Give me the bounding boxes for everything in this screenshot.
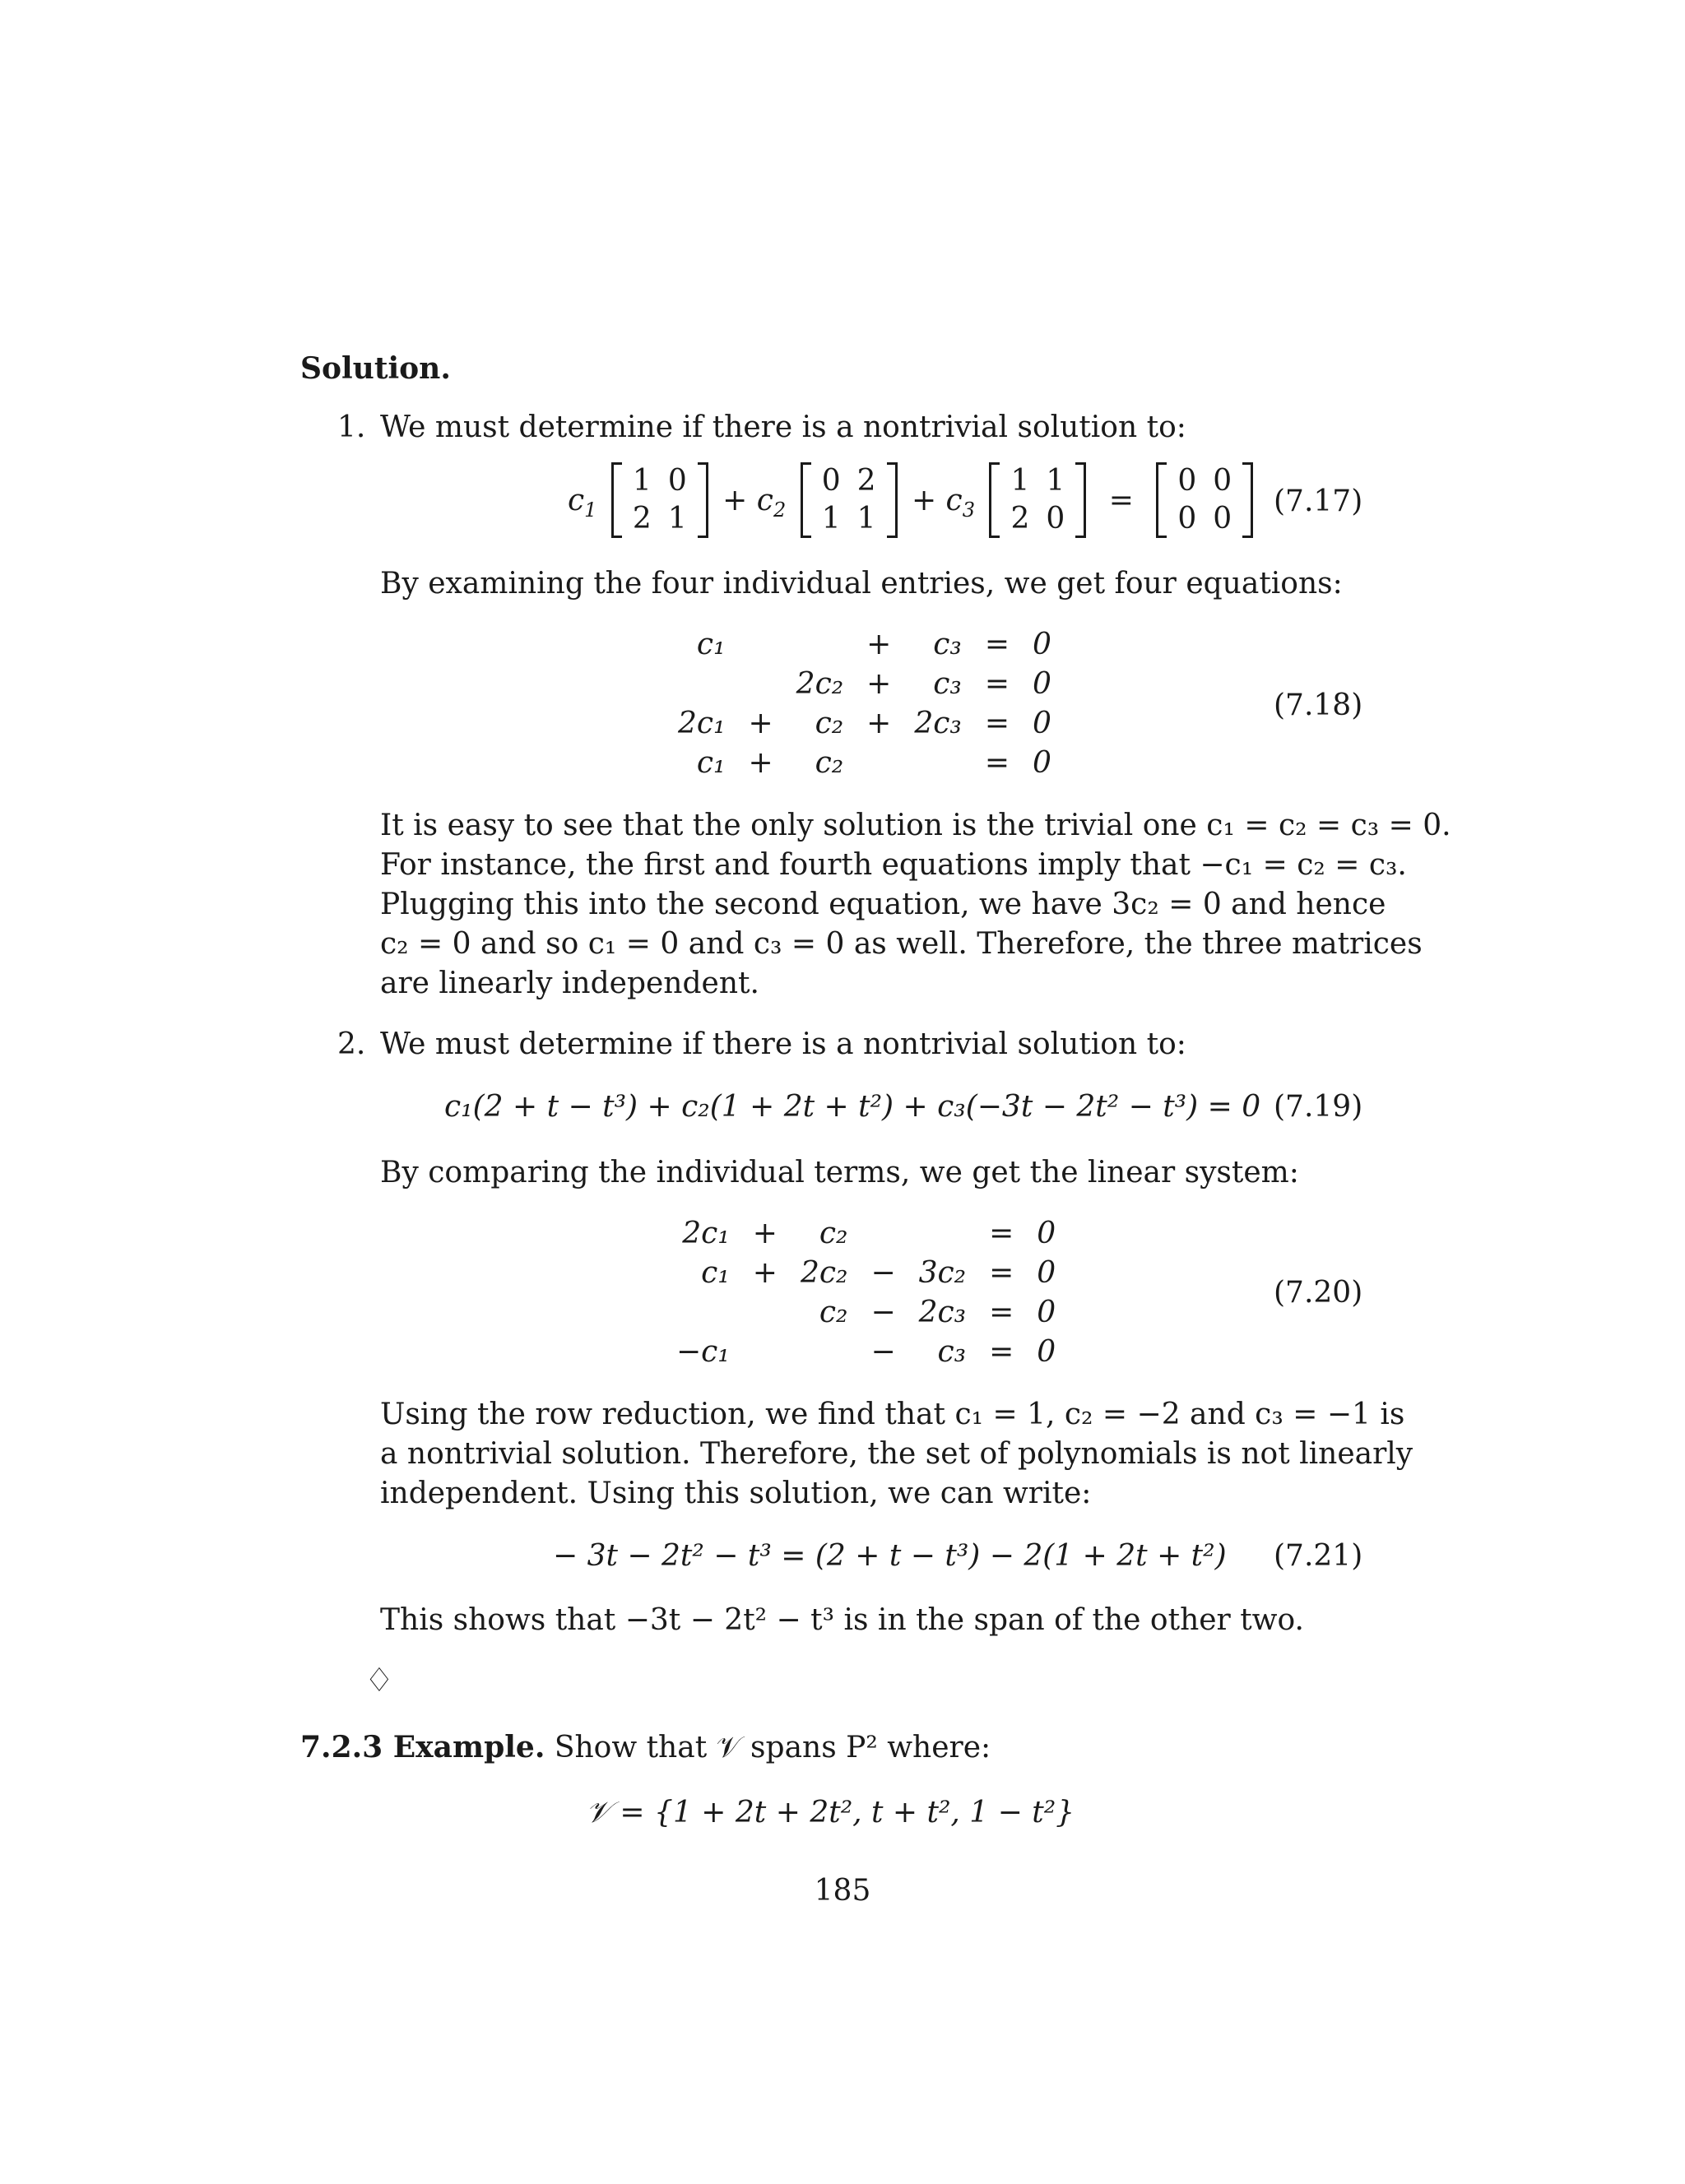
item2-comparing: By comparing the individual terms, we get the linear system: [380,1156,1299,1189]
item1-paragraph [380,806,1451,1004]
equation-number-7-19: (7.19) [1274,1090,1363,1124]
system-row: c₁ + 2c₂ − 3c₂ = 0 [701,1256,1056,1290]
equation-number-7-20: (7.20) [1274,1276,1363,1310]
equation-7-17 [568,462,1258,538]
paragraph-line: c₂ = 0 and so c₁ = 0 and c₃ = 0 as well. Therefore, the three matrices [380,927,1423,961]
equation-number-7-17: (7.17) [1274,485,1363,518]
item2-number: 2. [337,1027,366,1061]
item1-intro: We must determine if there is a nontrivial solution to: [380,410,1186,444]
equation-7-19: c₁(2 + t − t³) + c₂(1 + 2t + t²) + c₃(−3t − 2t² − t³) = 0 [444,1090,1261,1124]
system-7-20 [665,1214,1067,1372]
system-row: c₂ − 2c₃ = 0 [819,1296,1056,1329]
system-7-18 [666,625,1063,783]
system-row: c₁ + c₃ = 0 [696,628,1051,661]
paragraph-line: Using the row reduction, we find that c₁ = 1, c₂ = −2 and c₃ = −1 is [380,1398,1405,1431]
system-row: −c₁ − c₃ = 0 [676,1335,1056,1369]
eq717-c1: $c_1$ [568,483,597,522]
matrix-zero: 0 0 0 0 [1156,462,1253,538]
paragraph-line: It is easy to see that the only solution is the trivial one c₁ = c₂ = c₃ = 0. [380,809,1451,842]
paragraph-line: Plugging this into the second equation, we have 3c₂ = 0 and hence [380,888,1386,921]
equation-number-7-18: (7.18) [1274,689,1363,722]
equation-number-7-21: (7.21) [1274,1539,1363,1573]
eq717-equals: = [1108,483,1134,517]
item1-examining: By examining the four individual entries, we get four equations: [380,567,1343,600]
paragraph-line: are linearly independent. [380,967,759,1000]
system-row: c₁ + c₂ = 0 [696,746,1051,780]
matrix-a: 1 0 2 1 [611,462,708,538]
paragraph-line: For instance, the first and fourth equations imply that −c₁ = c₂ = c₃. [380,848,1407,882]
paragraph-line: a nontrivial solution. Therefore, the set of polynomials is not linearly [380,1437,1413,1471]
eq717-c2: + $c_2$ [722,483,787,522]
page-number: 185 [814,1874,871,1908]
example-line [300,1727,991,1768]
paragraph-line: independent. Using this solution, we can write: [380,1477,1092,1510]
equation-7-21: − 3t − 2t² − t³ = (2 + t − t³) − 2(1 + 2t + t²) [553,1539,1227,1573]
matrix-b: 0 2 1 1 [801,462,898,538]
item2-intro: We must determine if there is a nontrivial solution to: [380,1027,1186,1061]
matrix-c: 1 1 2 0 [989,462,1086,538]
item1-number: 1. [337,410,366,444]
system-row: 2c₁ + c₂ + 2c₃ = 0 [678,707,1051,740]
example-set-equation: 𝒱 = {1 + 2t + 2t², t + t², 1 − t²} [586,1796,1075,1829]
eq717-c3: + $c_3$ [911,483,976,522]
solution-heading: Solution. [300,351,451,386]
item2-paragraph [380,1395,1413,1514]
system-row: 2c₁ + c₂ = 0 [682,1217,1056,1250]
item2-conclusion: This shows that −3t − 2t² − t³ is in the span of the other two. [380,1603,1304,1637]
end-of-solution-mark: ♢ [364,1662,394,1699]
system-row: 2c₂ + c₃ = 0 [796,667,1051,701]
example-text: Show that 𝒱 spans P² where: [554,1731,991,1764]
example-label: 7.2.3 Example. [300,1730,545,1764]
